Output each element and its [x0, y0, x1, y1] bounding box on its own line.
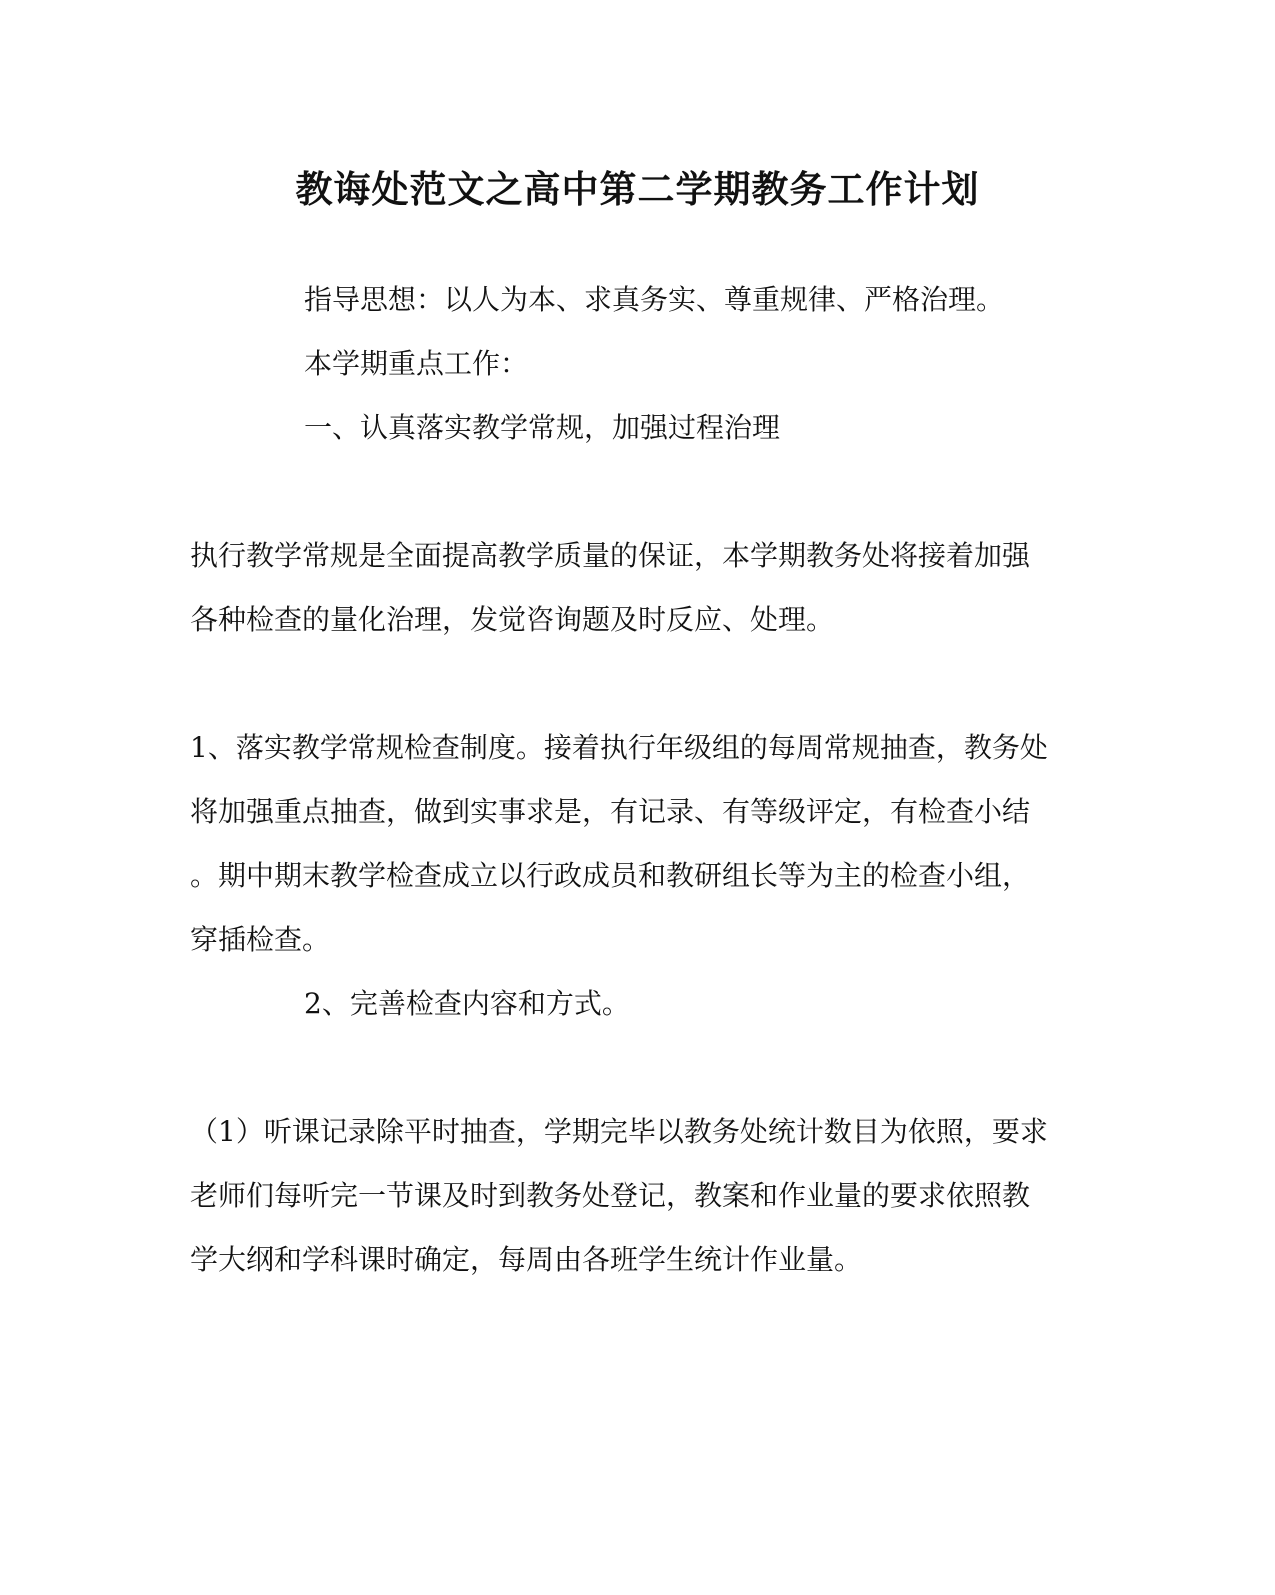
section-1-heading: 一、认真落实教学常规，加强过程治理: [304, 411, 781, 444]
paragraph-2-line: 穿插检查。: [190, 923, 331, 956]
item-2-heading: 2、完善检查内容和方式。: [304, 987, 630, 1020]
paragraph-2: [190, 716, 1048, 972]
paragraph-3-line: （1）听课记录除平时抽查，学期完毕以教务处统计数目为依照，要求: [190, 1115, 1048, 1148]
paragraph-3-line: 老师们每听完一节课及时到教务处登记，教案和作业量的要求依照教: [190, 1179, 1031, 1212]
paragraph-2-line: 将加强重点抽查，做到实事求是，有记录、有等级评定，有检查小结: [190, 795, 1031, 828]
paragraph-2-line: 1、落实教学常规检查制度。接着执行年级组的每周常规抽查，教务处: [190, 731, 1048, 764]
guiding-thought: 指导思想：以人为本、求真务实、尊重规律、严格治理。: [304, 283, 1005, 316]
paragraph-1-line: 各种检查的量化治理，发觉咨询题及时反应、处理。: [190, 603, 835, 636]
document-title: 教诲处范文之高中第二学期教务工作计划: [295, 167, 980, 211]
paragraph-2-line: 。期中期末教学检查成立以行政成员和教研组长等为主的检查小组，: [190, 859, 1031, 892]
paragraph-1: [190, 524, 1030, 652]
paragraph-3: [190, 1100, 1048, 1292]
focus-heading: 本学期重点工作：: [304, 347, 529, 380]
paragraph-3-line: 学大纲和学科课时确定，每周由各班学生统计作业量。: [190, 1243, 863, 1276]
paragraph-1-line: 执行教学常规是全面提高教学质量的保证，本学期教务处将接着加强: [190, 539, 1031, 572]
